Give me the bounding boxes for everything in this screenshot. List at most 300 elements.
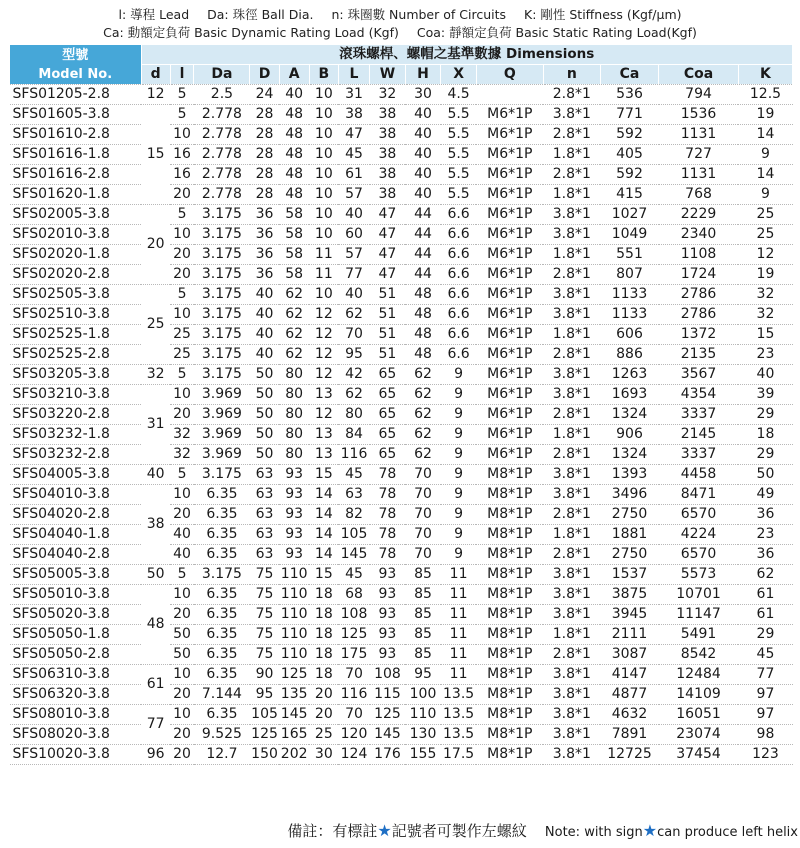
cell-da: 9.525 [194, 725, 250, 745]
cell-w: 38 [370, 145, 406, 165]
cell-l: 57 [338, 245, 369, 265]
cell-h: 62 [405, 405, 441, 425]
cell-d: 105 [250, 705, 279, 725]
cell-k: 14 [738, 165, 792, 185]
cell-a: 58 [279, 245, 309, 265]
cell-a: 62 [279, 325, 309, 345]
cell-a: 145 [279, 705, 309, 725]
cell-coa: 4354 [659, 385, 739, 405]
cell-ca: 2750 [600, 505, 658, 525]
cell-b: 10 [309, 185, 338, 205]
cell-b: 20 [309, 705, 338, 725]
cell-k: 9 [738, 185, 792, 205]
cell-model: SFS06310-3.8 [10, 665, 142, 685]
cell-x: 11 [441, 565, 477, 585]
cell-k: 36 [738, 505, 792, 525]
cell-n: 3.8*1 [543, 585, 600, 605]
cell-coa: 3337 [659, 405, 739, 425]
cell-x: 11 [441, 665, 477, 685]
cell-coa: 794 [659, 85, 739, 105]
cell-d: 36 [250, 205, 279, 225]
cell-x: 13.5 [441, 705, 477, 725]
footer-cn-after: 記號者可製作左螺紋 [391, 822, 527, 840]
cell-n: 3.8*1 [543, 605, 600, 625]
cell-q: M8*1P [476, 645, 543, 665]
cell-ca: 1133 [600, 305, 658, 325]
cell-a: 93 [279, 485, 309, 505]
cell-b: 12 [309, 305, 338, 325]
cell-l: 116 [338, 445, 369, 465]
cell-w: 38 [370, 165, 406, 185]
cell-ca: 3087 [600, 645, 658, 665]
cell-q: M6*1P [476, 145, 543, 165]
cell-h: 110 [405, 705, 441, 725]
cell-model: SFS02010-3.8 [10, 225, 142, 245]
cell-k: 45 [738, 645, 792, 665]
table-row [10, 725, 793, 745]
cell-n: 3.8*1 [543, 485, 600, 505]
cell-q: M6*1P [476, 445, 543, 465]
table-row [10, 485, 793, 505]
cell-model: SFS01610-2.8 [10, 125, 142, 145]
cell-x: 9 [441, 385, 477, 405]
cell-l: 70 [338, 325, 369, 345]
cell-ca: 7891 [600, 725, 658, 745]
cell-q: M6*1P [476, 365, 543, 385]
legend-line-1 [0, 5, 800, 23]
cell-k: 32 [738, 305, 792, 325]
cell-coa: 3567 [659, 365, 739, 385]
cell-w: 47 [370, 245, 406, 265]
cell-a: 110 [279, 645, 309, 665]
cell-k: 29 [738, 405, 792, 425]
cell-da: 6.35 [194, 585, 250, 605]
cell-k: 50 [738, 465, 792, 485]
cell-q: M8*1P [476, 465, 543, 485]
cell-k: 12.5 [738, 85, 792, 105]
cell-d: 63 [250, 505, 279, 525]
cell-l: 124 [338, 745, 369, 765]
cell-d: 63 [250, 525, 279, 545]
cell-h: 40 [405, 145, 441, 165]
table-row [10, 345, 793, 365]
legend-ball-dia: Da: 珠徑 Ball Dia. [207, 7, 314, 22]
cell-ca: 415 [600, 185, 658, 205]
legend-dynamic-load: Ca: 動額定負荷 Basic Dynamic Rating Load (Kgf) [103, 25, 399, 40]
cell-l: 77 [338, 265, 369, 285]
cell-q: M6*1P [476, 325, 543, 345]
cell-model: SFS01205-2.8 [10, 85, 142, 105]
cell-ca: 536 [600, 85, 658, 105]
cell-w: 51 [370, 285, 406, 305]
cell-x: 6.6 [441, 305, 477, 325]
cell-h: 30 [405, 85, 441, 105]
cell-x: 6.6 [441, 225, 477, 245]
cell-x: 9 [441, 485, 477, 505]
cell-w: 93 [370, 565, 406, 585]
cell-da: 6.35 [194, 605, 250, 625]
cell-k: 29 [738, 625, 792, 645]
cell-x: 6.6 [441, 345, 477, 365]
cell-model: SFS03232-2.8 [10, 445, 142, 465]
cell-n: 3.8*1 [543, 385, 600, 405]
cell-l: 20 [170, 405, 194, 425]
cell-l: 32 [170, 425, 194, 445]
table-row [10, 305, 793, 325]
table-row [10, 185, 793, 205]
cell-da: 6.35 [194, 485, 250, 505]
cell-q: M8*1P [476, 525, 543, 545]
cell-q: M8*1P [476, 585, 543, 605]
cell-l: 40 [338, 285, 369, 305]
column-header-q: Q [476, 65, 543, 85]
cell-l: 20 [170, 605, 194, 625]
cell-b: 13 [309, 385, 338, 405]
cell-l: 45 [338, 565, 369, 585]
cell-ca: 1133 [600, 285, 658, 305]
cell-h: 44 [405, 205, 441, 225]
cell-w: 47 [370, 205, 406, 225]
cell-ca: 906 [600, 425, 658, 445]
cell-l: 5 [170, 365, 194, 385]
cell-da: 3.175 [194, 285, 250, 305]
cell-model: SFS01605-3.8 [10, 105, 142, 125]
cell-x: 17.5 [441, 745, 477, 765]
cell-ca: 2111 [600, 625, 658, 645]
cell-model: SFS06320-3.8 [10, 685, 142, 705]
cell-a: 110 [279, 565, 309, 585]
cell-b: 14 [309, 505, 338, 525]
cell-a: 48 [279, 145, 309, 165]
cell-k: 19 [738, 105, 792, 125]
cell-model: SFS01620-1.8 [10, 185, 142, 205]
cell-h: 40 [405, 105, 441, 125]
cell-k: 61 [738, 585, 792, 605]
cell-l: 20 [170, 685, 194, 705]
cell-l: 45 [338, 465, 369, 485]
cell-k: 23 [738, 345, 792, 365]
cell-d: 28 [250, 145, 279, 165]
cell-coa: 3337 [659, 445, 739, 465]
cell-q: M6*1P [476, 305, 543, 325]
cell-n: 2.8*1 [543, 645, 600, 665]
cell-l: 62 [338, 305, 369, 325]
cell-x: 6.6 [441, 205, 477, 225]
cell-h: 62 [405, 385, 441, 405]
cell-w: 65 [370, 365, 406, 385]
cell-q: M6*1P [476, 385, 543, 405]
cell-da: 6.35 [194, 665, 250, 685]
cell-h: 70 [405, 525, 441, 545]
cell-w: 93 [370, 625, 406, 645]
cell-q: M8*1P [476, 505, 543, 525]
cell-l: 84 [338, 425, 369, 445]
cell-w: 93 [370, 585, 406, 605]
cell-k: 97 [738, 705, 792, 725]
cell-l: 10 [170, 385, 194, 405]
cell-k: 25 [738, 225, 792, 245]
cell-l: 16 [170, 145, 194, 165]
cell-ca: 1049 [600, 225, 658, 245]
cell-da: 7.144 [194, 685, 250, 705]
cell-w: 78 [370, 505, 406, 525]
cell-ca: 771 [600, 105, 658, 125]
cell-d: 31 [141, 385, 170, 465]
cell-d: 40 [250, 345, 279, 365]
table-row [10, 165, 793, 185]
model-header [10, 45, 142, 85]
cell-k: 32 [738, 285, 792, 305]
cell-k: 23 [738, 525, 792, 545]
cell-l: 5 [170, 85, 194, 105]
cell-l: 5 [170, 565, 194, 585]
cell-l: 5 [170, 105, 194, 125]
cell-q: M6*1P [476, 265, 543, 285]
cell-coa: 727 [659, 145, 739, 165]
cell-d: 40 [250, 305, 279, 325]
cell-d: 36 [250, 245, 279, 265]
cell-n: 3.8*1 [543, 305, 600, 325]
cell-da: 3.175 [194, 365, 250, 385]
cell-ca: 1537 [600, 565, 658, 585]
cell-k: 15 [738, 325, 792, 345]
cell-a: 110 [279, 585, 309, 605]
table-row [10, 465, 793, 485]
column-header-w: W [370, 65, 406, 85]
table-row [10, 145, 793, 165]
cell-l: 25 [170, 325, 194, 345]
cell-x: 9 [441, 365, 477, 385]
cell-a: 48 [279, 105, 309, 125]
cell-d: 40 [250, 285, 279, 305]
cell-a: 202 [279, 745, 309, 765]
cell-h: 62 [405, 365, 441, 385]
cell-h: 100 [405, 685, 441, 705]
cell-a: 80 [279, 445, 309, 465]
cell-ca: 4147 [600, 665, 658, 685]
cell-d: 75 [250, 625, 279, 645]
cell-ca: 12725 [600, 745, 658, 765]
cell-model: SFS04005-3.8 [10, 465, 142, 485]
cell-model: SFS03210-3.8 [10, 385, 142, 405]
cell-b: 10 [309, 105, 338, 125]
cell-k: 123 [738, 745, 792, 765]
cell-w: 51 [370, 345, 406, 365]
cell-n: 2.8*1 [543, 265, 600, 285]
cell-l: 10 [170, 705, 194, 725]
cell-coa: 11147 [659, 605, 739, 625]
cell-l: 10 [170, 485, 194, 505]
cell-n: 3.8*1 [543, 285, 600, 305]
cell-a: 93 [279, 545, 309, 565]
model-header-en: Model No. [38, 66, 113, 82]
cell-da: 6.35 [194, 505, 250, 525]
cell-b: 18 [309, 625, 338, 645]
cell-ca: 4632 [600, 705, 658, 725]
cell-da: 2.778 [194, 165, 250, 185]
cell-w: 38 [370, 105, 406, 125]
cell-d: 75 [250, 645, 279, 665]
cell-b: 11 [309, 265, 338, 285]
cell-b: 11 [309, 245, 338, 265]
cell-ca: 1393 [600, 465, 658, 485]
cell-n: 3.8*1 [543, 745, 600, 765]
cell-model: SFS02525-1.8 [10, 325, 142, 345]
cell-k: 25 [738, 205, 792, 225]
cell-l: 82 [338, 505, 369, 525]
cell-da: 2.5 [194, 85, 250, 105]
cell-da: 2.778 [194, 125, 250, 145]
cell-b: 12 [309, 365, 338, 385]
cell-ca: 3945 [600, 605, 658, 625]
cell-w: 93 [370, 605, 406, 625]
cell-l: 20 [170, 745, 194, 765]
cell-x: 6.6 [441, 265, 477, 285]
cell-k: 29 [738, 445, 792, 465]
cell-model: SFS08020-3.8 [10, 725, 142, 745]
cell-model: SFS02020-1.8 [10, 245, 142, 265]
cell-l: 80 [338, 405, 369, 425]
cell-k: 49 [738, 485, 792, 505]
cell-a: 80 [279, 425, 309, 445]
cell-w: 78 [370, 545, 406, 565]
cell-b: 13 [309, 445, 338, 465]
cell-q: M6*1P [476, 345, 543, 365]
spec-table [9, 44, 793, 765]
cell-model: SFS03232-1.8 [10, 425, 142, 445]
cell-model: SFS05020-3.8 [10, 605, 142, 625]
cell-x: 5.5 [441, 125, 477, 145]
cell-x: 9 [441, 425, 477, 445]
cell-l: 31 [338, 85, 369, 105]
cell-da: 3.175 [194, 345, 250, 365]
cell-model: SFS02525-2.8 [10, 345, 142, 365]
cell-l: 120 [338, 725, 369, 745]
cell-x: 11 [441, 585, 477, 605]
cell-n: 3.8*1 [543, 205, 600, 225]
cell-h: 40 [405, 185, 441, 205]
cell-x: 5.5 [441, 145, 477, 165]
cell-d: 50 [141, 565, 170, 585]
cell-x: 13.5 [441, 685, 477, 705]
cell-coa: 5573 [659, 565, 739, 585]
model-header-cn: 型號 [62, 47, 89, 63]
cell-l: 95 [338, 345, 369, 365]
cell-h: 48 [405, 285, 441, 305]
cell-n: 2.8*1 [543, 405, 600, 425]
cell-a: 125 [279, 665, 309, 685]
cell-k: 97 [738, 685, 792, 705]
cell-w: 78 [370, 485, 406, 505]
cell-l: 42 [338, 365, 369, 385]
cell-d: 50 [250, 425, 279, 445]
table-row [10, 705, 793, 725]
table-row [10, 505, 793, 525]
cell-b: 20 [309, 685, 338, 705]
cell-a: 62 [279, 285, 309, 305]
column-header-n: n [543, 65, 600, 85]
cell-da: 6.35 [194, 625, 250, 645]
cell-a: 48 [279, 165, 309, 185]
cell-x: 5.5 [441, 185, 477, 205]
cell-coa: 37454 [659, 745, 739, 765]
cell-n: 3.8*1 [543, 705, 600, 725]
cell-ca: 592 [600, 165, 658, 185]
cell-a: 40 [279, 85, 309, 105]
cell-l: 63 [338, 485, 369, 505]
column-header-da: Da [194, 65, 250, 85]
cell-k: 77 [738, 665, 792, 685]
cell-a: 58 [279, 265, 309, 285]
cell-ca: 1263 [600, 365, 658, 385]
cell-q: M6*1P [476, 165, 543, 185]
cell-da: 2.778 [194, 185, 250, 205]
cell-q: M8*1P [476, 605, 543, 625]
cell-x: 9 [441, 545, 477, 565]
footer-en-after: can produce left helix [657, 825, 798, 840]
cell-coa: 2145 [659, 425, 739, 445]
footer-note-en [544, 821, 798, 840]
cell-coa: 2786 [659, 305, 739, 325]
cell-b: 10 [309, 285, 338, 305]
cell-a: 62 [279, 345, 309, 365]
table-row [10, 645, 793, 665]
cell-l: 20 [170, 245, 194, 265]
cell-d: 50 [250, 445, 279, 465]
cell-d: 63 [250, 485, 279, 505]
cell-n: 3.8*1 [543, 565, 600, 585]
cell-b: 30 [309, 745, 338, 765]
cell-coa: 768 [659, 185, 739, 205]
table-row [10, 225, 793, 245]
cell-coa: 10701 [659, 585, 739, 605]
cell-model: SFS02005-3.8 [10, 205, 142, 225]
cell-q: M6*1P [476, 205, 543, 225]
cell-h: 70 [405, 545, 441, 565]
cell-w: 51 [370, 305, 406, 325]
cell-b: 18 [309, 645, 338, 665]
cell-d: 90 [250, 665, 279, 685]
cell-n: 2.8*1 [543, 85, 600, 105]
table-row [10, 425, 793, 445]
cell-h: 85 [405, 565, 441, 585]
table-row [10, 605, 793, 625]
cell-h: 48 [405, 325, 441, 345]
cell-da: 3.969 [194, 385, 250, 405]
cell-coa: 1131 [659, 125, 739, 145]
cell-l: 10 [170, 585, 194, 605]
cell-d: 96 [141, 745, 170, 765]
cell-k: 36 [738, 545, 792, 565]
cell-coa: 1536 [659, 105, 739, 125]
cell-d: 20 [141, 205, 170, 285]
cell-l: 10 [170, 225, 194, 245]
legend [0, 0, 800, 42]
cell-da: 6.35 [194, 525, 250, 545]
cell-d: 40 [141, 465, 170, 485]
cell-n: 3.8*1 [543, 465, 600, 485]
cell-w: 176 [370, 745, 406, 765]
table-row [10, 205, 793, 225]
dimensions-title: 滾珠螺桿、螺帽之基準數據 Dimensions [141, 45, 792, 65]
column-header-coa: Coa [659, 65, 739, 85]
cell-da: 3.175 [194, 245, 250, 265]
cell-k: 9 [738, 145, 792, 165]
cell-model: SFS05005-3.8 [10, 565, 142, 585]
cell-model: SFS01616-2.8 [10, 165, 142, 185]
cell-d: 75 [250, 585, 279, 605]
cell-coa: 8542 [659, 645, 739, 665]
